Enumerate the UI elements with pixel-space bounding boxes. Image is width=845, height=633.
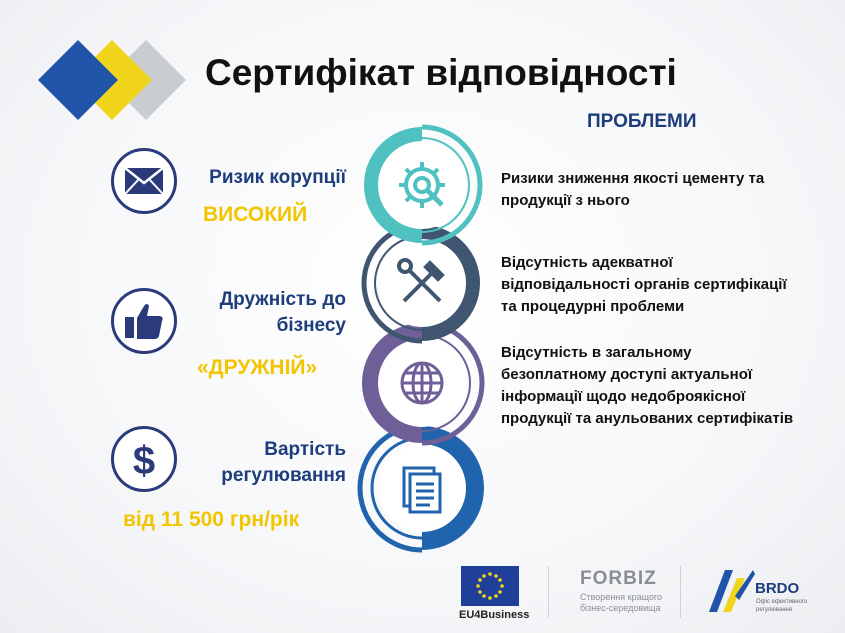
problem-3-line2: безоплатному доступі актуальної bbox=[501, 366, 753, 383]
svg-text:$: $ bbox=[132, 439, 156, 481]
friendliness-label-2: бізнесу bbox=[276, 315, 346, 336]
left-icon-corruption bbox=[111, 148, 177, 214]
problem-3 bbox=[501, 342, 836, 430]
logo-diamonds bbox=[38, 40, 188, 120]
problem-3-line4: продукції та анульованих сертифікатів bbox=[501, 410, 794, 427]
eu-stars-icon bbox=[461, 566, 519, 606]
friendliness-label-1: Дружність до bbox=[219, 289, 346, 310]
brdo-tagline-2: регулювання bbox=[756, 607, 793, 613]
problem-3-line3: інформації щодо недоброякісної bbox=[501, 388, 746, 405]
cost-label-2: регулювання bbox=[221, 465, 346, 486]
problem-1 bbox=[501, 168, 821, 212]
page-title: Сертифікат відповідності bbox=[205, 52, 677, 93]
left-icon-cost bbox=[111, 426, 177, 492]
globe-icon bbox=[402, 363, 442, 403]
left-icon-friendliness bbox=[111, 288, 177, 354]
problems-heading: ПРОБЛЕМИ bbox=[587, 111, 697, 132]
brdo-tagline-1: Офіс ефективного bbox=[756, 599, 808, 605]
brdo-mark-icon bbox=[707, 566, 757, 614]
dollar-icon bbox=[129, 437, 159, 481]
thumbs-up-icon bbox=[124, 302, 164, 340]
problem-2 bbox=[501, 252, 831, 318]
cost-value: від 11 500 грн/рік bbox=[123, 508, 300, 531]
cost-label-1: Вартість bbox=[264, 439, 346, 460]
forbiz-tagline-1: Створення кращого bbox=[580, 592, 662, 602]
problem-3-line1: Відсутність в загальному bbox=[501, 344, 692, 361]
footer-divider-2 bbox=[680, 566, 681, 618]
forbiz-logo: FORBIZ bbox=[580, 568, 657, 589]
center-infographic bbox=[345, 118, 495, 558]
problem-2-line2: відповідальності органів сертифікації bbox=[501, 276, 787, 293]
problem-1-line2: продукції з нього bbox=[501, 192, 630, 209]
eu-logo bbox=[461, 566, 519, 606]
eu4business-label: EU4Business bbox=[459, 609, 530, 621]
envelope-icon bbox=[124, 167, 164, 195]
risk-label: Ризик корупції bbox=[209, 167, 346, 188]
brdo-logo: BRDO bbox=[755, 580, 800, 597]
risk-value: ВИСОКИЙ bbox=[203, 203, 308, 226]
problem-1-line1: Ризики зниження якості цементу та bbox=[501, 170, 765, 187]
forbiz-tagline-2: бізнес-середовища bbox=[580, 603, 661, 613]
ring-teal bbox=[364, 127, 480, 243]
problem-2-line3: та процедурні проблеми bbox=[501, 298, 685, 315]
friendliness-value: «ДРУЖНІЙ» bbox=[197, 356, 318, 379]
document-icon bbox=[404, 468, 440, 512]
footer-divider-1 bbox=[548, 566, 549, 618]
problem-2-line1: Відсутність адекватної bbox=[501, 254, 673, 271]
